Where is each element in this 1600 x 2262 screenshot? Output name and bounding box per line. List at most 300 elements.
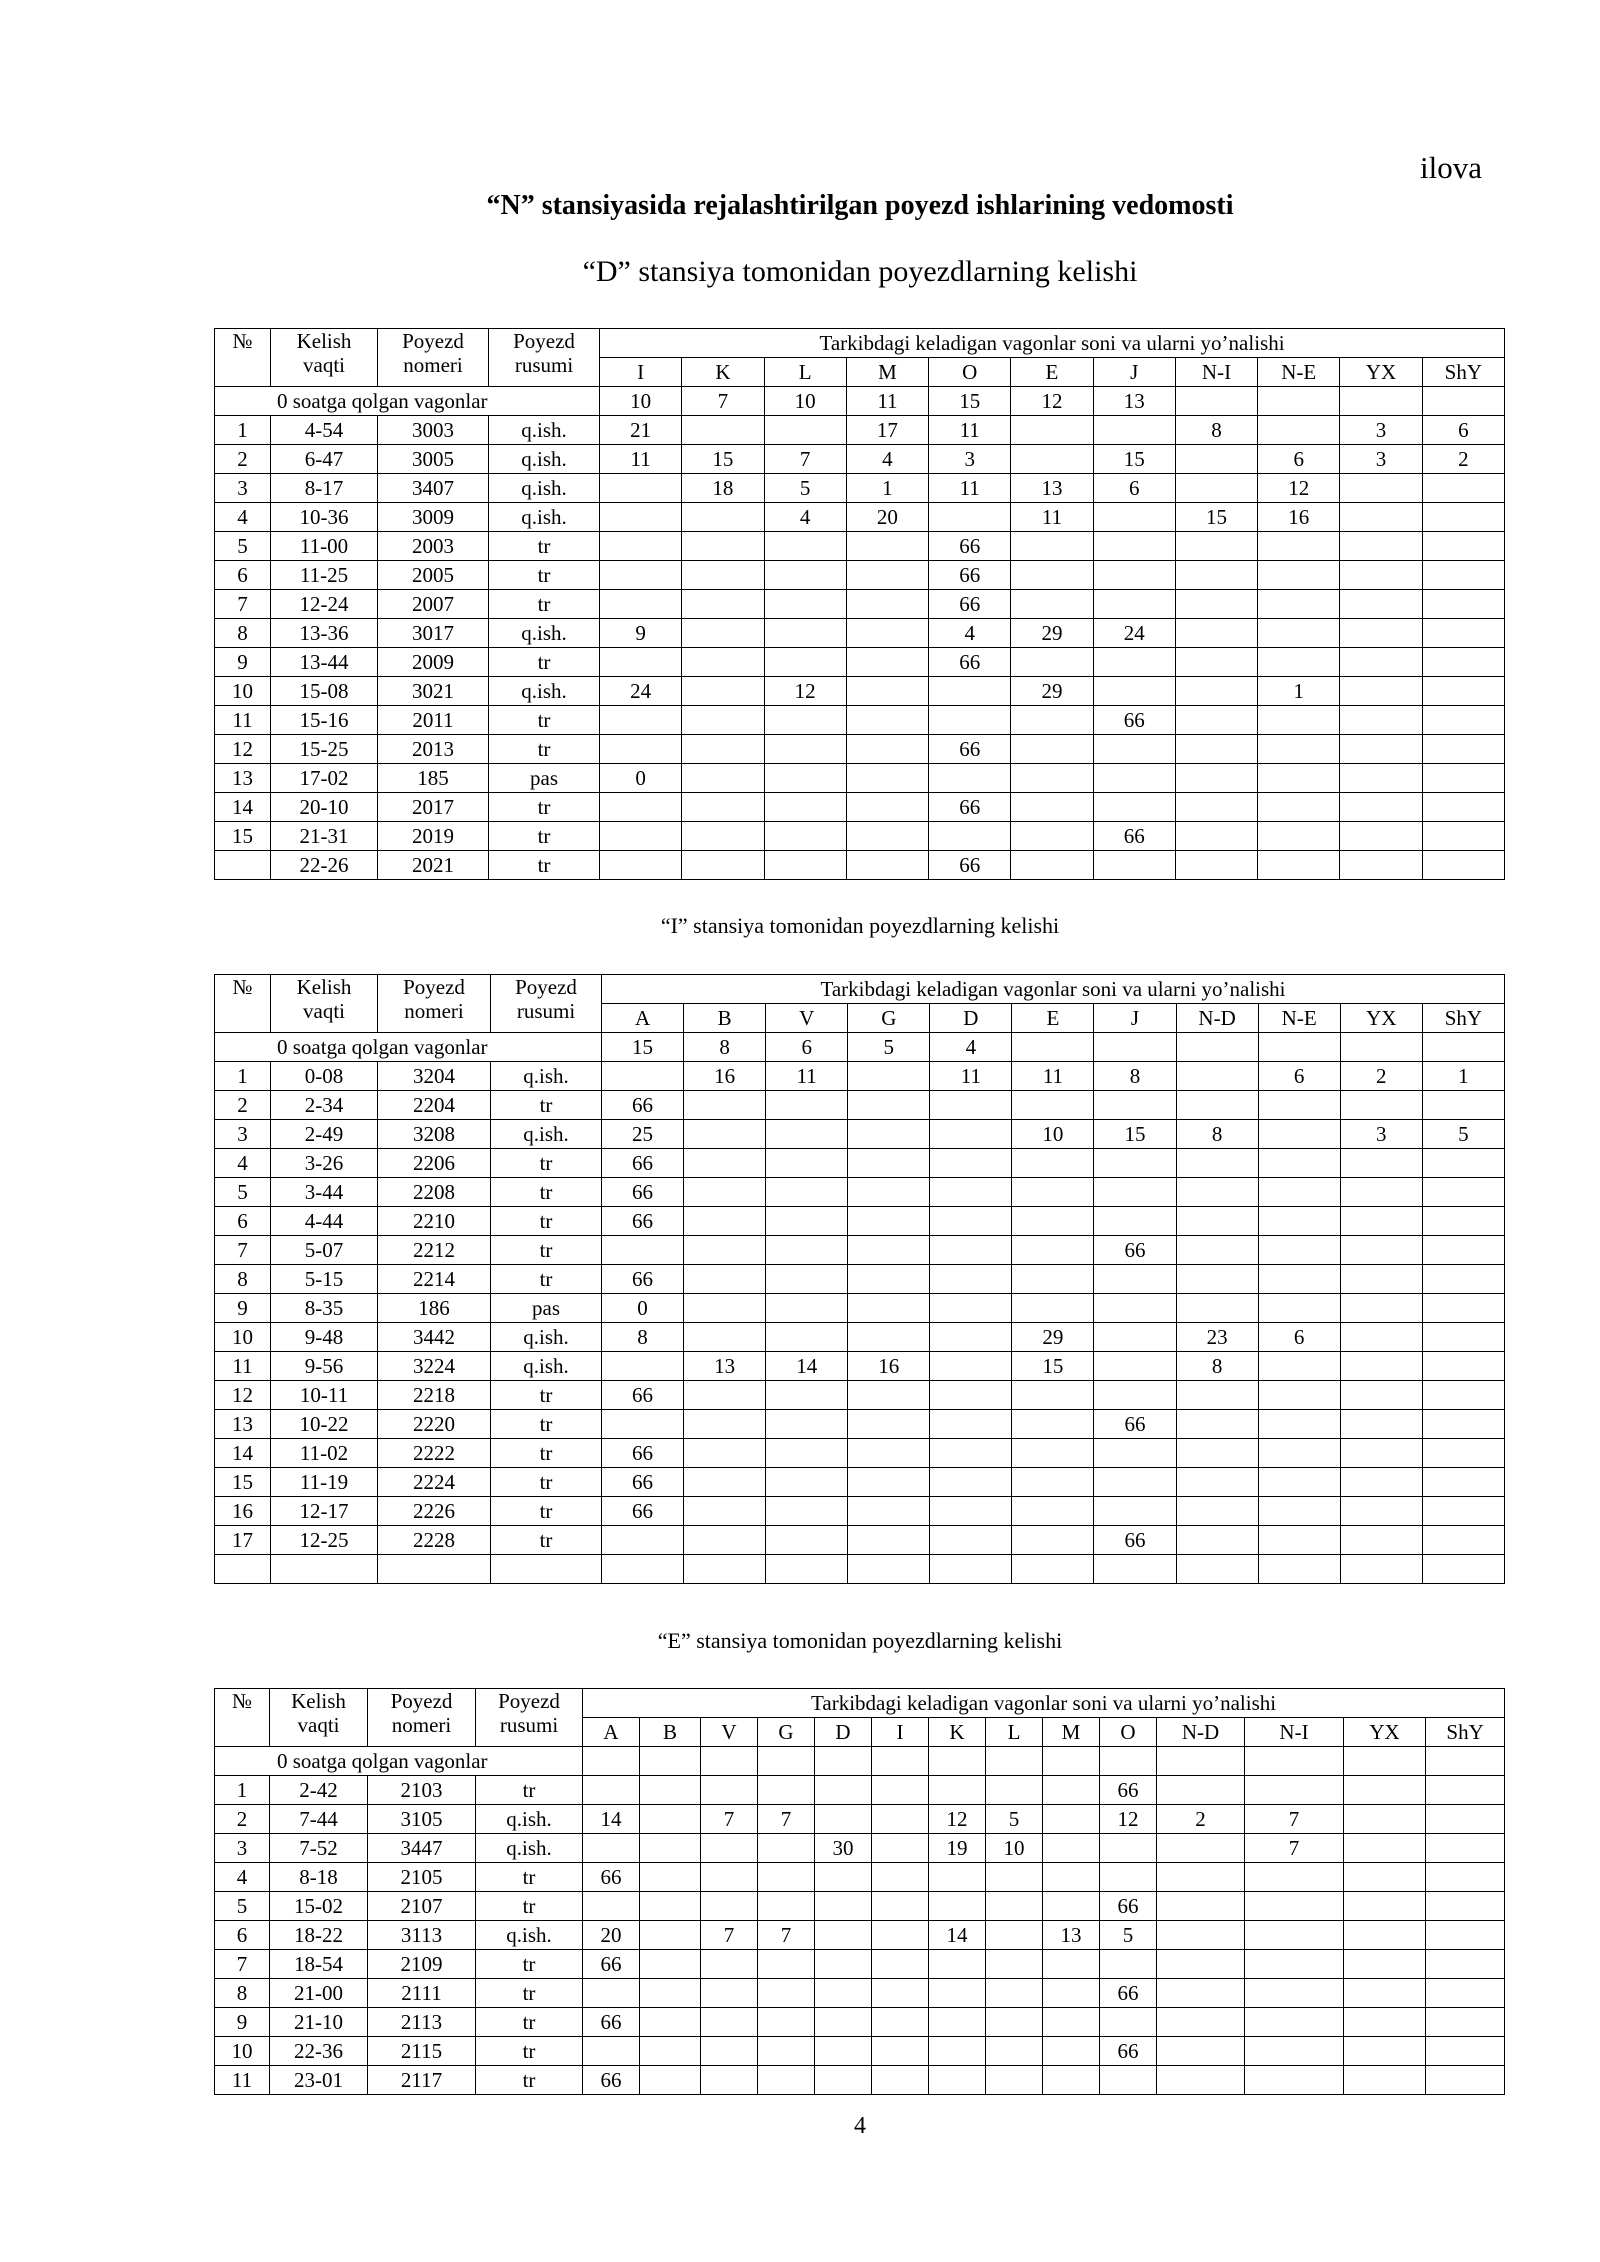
direction-header: B — [640, 1718, 701, 1747]
direction-header: YX — [1344, 1718, 1426, 1747]
arrival-time: 15-16 — [271, 706, 378, 735]
wagon-count — [1011, 822, 1093, 851]
wagon-count: 66 — [583, 1950, 640, 1979]
wagon-count — [815, 2066, 872, 2095]
wagon-count — [766, 1149, 848, 1178]
wagon-count — [1340, 1236, 1422, 1265]
train-number: 2224 — [378, 1468, 491, 1497]
wagon-count — [682, 648, 764, 677]
wagon-count — [1422, 1294, 1504, 1323]
train-number: 3021 — [378, 677, 489, 706]
wagon-count: 6 — [1258, 1062, 1340, 1091]
carried-over-value: 5 — [848, 1033, 930, 1062]
train-number: 2228 — [378, 1526, 491, 1555]
wagon-count — [815, 1805, 872, 1834]
wagon-count — [1175, 474, 1257, 503]
carried-over-value: 7 — [682, 387, 764, 416]
wagon-count — [1344, 2008, 1426, 2037]
row-number: 2 — [215, 445, 271, 474]
wagon-count: 5 — [1100, 1921, 1157, 1950]
direction-header: N-E — [1258, 1004, 1340, 1033]
row-number: 8 — [215, 619, 271, 648]
wagon-count — [1157, 1863, 1245, 1892]
poyezd-nomeri-header-text: Poyezd nomeri — [402, 329, 464, 377]
wagon-count — [1344, 1776, 1426, 1805]
wagon-count: 66 — [602, 1439, 684, 1468]
direction-header: N-I — [1245, 1718, 1344, 1747]
wagon-count — [1176, 1555, 1258, 1584]
wagon-count — [583, 1979, 640, 2008]
train-number: 3208 — [378, 1120, 491, 1149]
arrival-time: 15-02 — [270, 1892, 368, 1921]
wagon-count: 7 — [1245, 1834, 1344, 1863]
wagon-count: 66 — [1094, 1410, 1176, 1439]
row-number: 9 — [215, 648, 271, 677]
train-type: tr — [489, 561, 600, 590]
wagon-count — [640, 1805, 701, 1834]
wagon-count — [1043, 2008, 1100, 2037]
wagon-count — [1422, 1497, 1504, 1526]
wagon-count — [848, 1207, 930, 1236]
wagon-count — [1093, 416, 1175, 445]
wagon-count: 6 — [1422, 416, 1504, 445]
wagon-count — [766, 1120, 848, 1149]
train-number: 2220 — [378, 1410, 491, 1439]
wagon-count — [684, 1149, 766, 1178]
wagon-count — [929, 1979, 986, 2008]
row-number: 2 — [215, 1091, 271, 1120]
carried-over-value — [1157, 1747, 1245, 1776]
direction-header: J — [1093, 358, 1175, 387]
wagon-count — [929, 822, 1011, 851]
wagon-count — [684, 1323, 766, 1352]
wagon-count — [930, 1468, 1012, 1497]
wagon-count — [1340, 619, 1422, 648]
wagon-count — [846, 619, 928, 648]
row-number: 6 — [215, 561, 271, 590]
train-number: 2113 — [368, 2008, 476, 2037]
wagon-count: 66 — [929, 735, 1011, 764]
table-row — [215, 822, 1505, 851]
wagon-count — [764, 822, 846, 851]
arrival-time: 9-56 — [271, 1352, 378, 1381]
wagon-count — [848, 1323, 930, 1352]
carried-over-value — [1258, 1033, 1340, 1062]
table-row — [215, 1178, 1505, 1207]
direction-header: I — [600, 358, 682, 387]
wagon-count — [930, 1207, 1012, 1236]
wagon-count — [930, 1381, 1012, 1410]
wagon-count — [758, 1834, 815, 1863]
poyezd-rusumi-header-text: Poyezd rusumi — [498, 1689, 560, 1737]
wagon-count — [930, 1091, 1012, 1120]
arrival-time: 18-54 — [270, 1950, 368, 1979]
wagon-count — [1093, 764, 1175, 793]
wagon-count — [602, 1410, 684, 1439]
wagon-count: 0 — [602, 1294, 684, 1323]
wagon-count: 13 — [684, 1352, 766, 1381]
wagon-count — [1157, 2037, 1245, 2066]
wagon-count — [1340, 1439, 1422, 1468]
table-row — [215, 590, 1505, 619]
wagon-count — [766, 1381, 848, 1410]
wagon-count — [1175, 706, 1257, 735]
wagon-count — [682, 851, 764, 880]
train-type: q.ish. — [491, 1352, 602, 1381]
row-number: 7 — [215, 590, 271, 619]
wagon-count — [815, 1892, 872, 1921]
arrival-time: 9-48 — [271, 1323, 378, 1352]
wagon-count — [1157, 1892, 1245, 1921]
wagon-count — [872, 1979, 929, 2008]
wagon-count — [640, 2066, 701, 2095]
train-type: tr — [491, 1178, 602, 1207]
wagon-count — [1422, 619, 1504, 648]
table-row — [215, 1410, 1505, 1439]
wagon-count — [1012, 1149, 1094, 1178]
wagon-count — [1422, 503, 1504, 532]
wagon-count — [1422, 706, 1504, 735]
wagon-count — [682, 677, 764, 706]
wagon-count — [929, 1863, 986, 1892]
table-row — [215, 735, 1505, 764]
wagon-count — [764, 648, 846, 677]
wagon-count: 20 — [583, 1921, 640, 1950]
carried-over-value — [872, 1747, 929, 1776]
wagon-count — [1344, 1834, 1426, 1863]
wagon-count — [1094, 1497, 1176, 1526]
wagon-count — [872, 1950, 929, 1979]
wagon-count — [1340, 1265, 1422, 1294]
wagon-count — [1175, 445, 1257, 474]
wagon-count — [1422, 1526, 1504, 1555]
wagon-count — [930, 1526, 1012, 1555]
wagon-count: 29 — [1011, 619, 1093, 648]
row-number: 15 — [215, 1468, 271, 1497]
table-row — [215, 1323, 1505, 1352]
wagon-count — [701, 2066, 758, 2095]
no-header — [215, 1689, 270, 1747]
carried-over-value — [1422, 387, 1504, 416]
wagon-count — [684, 1381, 766, 1410]
wagon-count — [1176, 1497, 1258, 1526]
wagon-count — [1176, 1294, 1258, 1323]
wagon-count — [1340, 677, 1422, 706]
wagon-count — [1340, 735, 1422, 764]
wagon-count — [815, 1921, 872, 1950]
wagon-count — [1426, 2037, 1505, 2066]
wagon-count: 24 — [600, 677, 682, 706]
poyezd-rusumi-header — [489, 329, 600, 387]
wagon-count: 8 — [1094, 1062, 1176, 1091]
wagon-count: 66 — [602, 1149, 684, 1178]
arrival-time: 21-00 — [270, 1979, 368, 2008]
wagon-count: 1 — [1422, 1062, 1504, 1091]
wagon-count — [682, 503, 764, 532]
wagon-count — [640, 1979, 701, 2008]
wagon-count: 29 — [1012, 1323, 1094, 1352]
wagon-count — [682, 416, 764, 445]
wagon-count — [766, 1439, 848, 1468]
wagon-count — [1258, 532, 1340, 561]
train-type: tr — [491, 1091, 602, 1120]
wagon-count — [930, 1439, 1012, 1468]
train-type: tr — [491, 1526, 602, 1555]
wagon-count — [1258, 561, 1340, 590]
train-type: q.ish. — [489, 445, 600, 474]
train-number: 3105 — [368, 1805, 476, 1834]
wagon-count — [1258, 822, 1340, 851]
wagon-count — [1344, 1805, 1426, 1834]
wagon-count — [1175, 793, 1257, 822]
table-1-caption: “D” stansiya tomonidan poyezdlarning kelishi — [582, 255, 1138, 288]
wagon-count — [1011, 532, 1093, 561]
arrival-time: 22-36 — [270, 2037, 368, 2066]
wagon-count: 15 — [1093, 445, 1175, 474]
wagon-count — [1157, 2008, 1245, 2037]
wagon-count — [929, 677, 1011, 706]
arrival-time — [271, 1555, 378, 1584]
wagon-count: 7 — [758, 1805, 815, 1834]
row-number — [215, 851, 271, 880]
row-number: 9 — [215, 1294, 271, 1323]
wagon-count — [1422, 1468, 1504, 1497]
wagon-count — [1245, 2037, 1344, 2066]
direction-header: O — [929, 358, 1011, 387]
wagon-count — [1258, 1352, 1340, 1381]
wagon-count — [1012, 1265, 1094, 1294]
train-type: q.ish. — [489, 416, 600, 445]
document-title: “N” stansiyasida rejalashtirilgan poyezd ishlarining vedomosti — [486, 190, 1234, 221]
carried-over-value — [1340, 387, 1422, 416]
carried-over-value: 8 — [684, 1033, 766, 1062]
wagon-count: 0 — [600, 764, 682, 793]
direction-header: V — [701, 1718, 758, 1747]
wagon-count — [986, 2066, 1043, 2095]
arrival-time: 23-01 — [270, 2066, 368, 2095]
wagon-count — [1012, 1497, 1094, 1526]
wagon-count: 29 — [1011, 677, 1093, 706]
wagon-count — [1258, 1555, 1340, 1584]
wagon-count — [758, 1863, 815, 1892]
table-row — [215, 1776, 1505, 1805]
wagon-directions-group-header: Tarkibdagi keladigan vagonlar soni va ularni yo’nalishi — [583, 1689, 1505, 1718]
wagon-count — [872, 1921, 929, 1950]
wagon-count — [1258, 1091, 1340, 1120]
wagon-count: 9 — [600, 619, 682, 648]
row-number: 13 — [215, 764, 271, 793]
wagon-count: 66 — [583, 1863, 640, 1892]
train-type: tr — [489, 793, 600, 822]
wagon-count: 66 — [602, 1207, 684, 1236]
wagon-count: 6 — [1258, 1323, 1340, 1352]
wagon-count: 15 — [1175, 503, 1257, 532]
wagon-count — [1094, 1149, 1176, 1178]
wagon-count — [1258, 1236, 1340, 1265]
wagon-count — [682, 822, 764, 851]
wagon-count — [1245, 1921, 1344, 1950]
wagon-count — [1422, 1236, 1504, 1265]
direction-header: ShY — [1426, 1718, 1505, 1747]
table-row — [215, 1526, 1505, 1555]
wagon-count — [846, 851, 928, 880]
train-type: tr — [491, 1497, 602, 1526]
wagon-count — [1426, 1805, 1505, 1834]
wagon-count: 2 — [1422, 445, 1504, 474]
wagon-count — [701, 1776, 758, 1805]
wagon-count — [1157, 1776, 1245, 1805]
wagon-count: 12 — [1258, 474, 1340, 503]
wagon-count — [846, 764, 928, 793]
wagon-count — [1245, 2066, 1344, 2095]
wagon-count — [1422, 677, 1504, 706]
train-number: 185 — [378, 764, 489, 793]
wagon-count — [929, 2008, 986, 2037]
wagon-count — [640, 1863, 701, 1892]
arrival-time: 4-54 — [271, 416, 378, 445]
wagon-count — [766, 1294, 848, 1323]
wagon-count — [929, 706, 1011, 735]
wagon-count — [600, 793, 682, 822]
wagon-count — [1012, 1410, 1094, 1439]
wagon-count — [600, 822, 682, 851]
wagon-count — [682, 561, 764, 590]
poyezd-rusumi-header — [476, 1689, 583, 1747]
wagon-count — [684, 1468, 766, 1497]
wagon-count — [583, 1892, 640, 1921]
wagon-count — [1100, 1863, 1157, 1892]
table-row — [215, 1921, 1505, 1950]
wagon-count — [1176, 1265, 1258, 1294]
wagon-count — [640, 1921, 701, 1950]
arrival-time: 13-44 — [271, 648, 378, 677]
train-number: 3017 — [378, 619, 489, 648]
train-number: 2107 — [368, 1892, 476, 1921]
wagon-count — [1258, 1178, 1340, 1207]
wagon-count: 18 — [682, 474, 764, 503]
direction-header: YX — [1340, 1004, 1422, 1033]
wagon-count — [1012, 1468, 1094, 1497]
table-row — [215, 793, 1505, 822]
wagon-count — [1157, 2066, 1245, 2095]
train-number: 3224 — [378, 1352, 491, 1381]
table-row — [215, 1555, 1505, 1584]
wagon-count — [684, 1265, 766, 1294]
row-number: 1 — [215, 1062, 271, 1091]
table-row — [215, 561, 1505, 590]
wagon-count — [1422, 851, 1504, 880]
arrival-time: 5-07 — [271, 1236, 378, 1265]
wagon-count — [1422, 1091, 1504, 1120]
no-header-text: № — [232, 975, 253, 999]
table-row — [215, 445, 1505, 474]
poyezd-rusumi-header-text: Poyezd rusumi — [515, 975, 577, 1023]
wagon-count — [764, 793, 846, 822]
wagon-count — [1094, 1294, 1176, 1323]
wagon-count — [1344, 2066, 1426, 2095]
row-number — [215, 1555, 271, 1584]
arrival-time: 21-10 — [270, 2008, 368, 2037]
train-type: tr — [491, 1439, 602, 1468]
wagon-count: 66 — [1100, 1979, 1157, 2008]
row-number: 12 — [215, 1381, 271, 1410]
wagon-count: 24 — [1093, 619, 1175, 648]
wagon-count — [1340, 793, 1422, 822]
wagon-count — [1344, 1979, 1426, 2008]
wagon-count — [1258, 1207, 1340, 1236]
wagon-count — [930, 1497, 1012, 1526]
poyezd-rusumi-header — [491, 975, 602, 1033]
arrival-time: 13-36 — [271, 619, 378, 648]
wagon-count — [1340, 822, 1422, 851]
wagon-count: 66 — [602, 1381, 684, 1410]
train-type: tr — [491, 1381, 602, 1410]
train-number: 3447 — [368, 1834, 476, 1863]
wagon-count — [1258, 1381, 1340, 1410]
row-number: 11 — [215, 2066, 270, 2095]
wagon-count — [986, 2037, 1043, 2066]
row-number: 6 — [215, 1207, 271, 1236]
wagon-count — [1426, 1921, 1505, 1950]
carried-over-value — [1340, 1033, 1422, 1062]
wagon-count — [848, 1497, 930, 1526]
wagon-count — [758, 1776, 815, 1805]
train-type: tr — [476, 1979, 583, 2008]
wagon-count: 16 — [684, 1062, 766, 1091]
wagon-count: 13 — [1043, 1921, 1100, 1950]
arrival-time: 7-44 — [270, 1805, 368, 1834]
direction-header: L — [764, 358, 846, 387]
train-type: tr — [489, 735, 600, 764]
wagon-count — [929, 764, 1011, 793]
wagon-count: 15 — [682, 445, 764, 474]
train-type: tr — [476, 2008, 583, 2037]
train-type: tr — [489, 851, 600, 880]
wagon-count: 8 — [1176, 1352, 1258, 1381]
train-type: q.ish. — [491, 1323, 602, 1352]
direction-header: N-D — [1157, 1718, 1245, 1747]
wagon-count — [1340, 1497, 1422, 1526]
wagon-count — [872, 1805, 929, 1834]
direction-header: N-D — [1176, 1004, 1258, 1033]
wagon-count — [1011, 648, 1093, 677]
wagon-count — [602, 1526, 684, 1555]
wagon-count: 21 — [600, 416, 682, 445]
train-number: 2013 — [378, 735, 489, 764]
row-number: 14 — [215, 793, 271, 822]
wagon-count: 66 — [929, 851, 1011, 880]
wagon-count — [766, 1323, 848, 1352]
wagon-count — [1093, 561, 1175, 590]
kelish-vaqti-header — [271, 975, 378, 1033]
wagon-count — [930, 1149, 1012, 1178]
wagon-count: 66 — [602, 1468, 684, 1497]
train-number: 3009 — [378, 503, 489, 532]
wagon-count — [1422, 590, 1504, 619]
wagon-count — [1422, 1410, 1504, 1439]
wagon-count — [1426, 2008, 1505, 2037]
wagon-count — [682, 590, 764, 619]
wagon-count: 7 — [701, 1921, 758, 1950]
wagon-count: 6 — [1093, 474, 1175, 503]
train-type: tr — [489, 822, 600, 851]
table-row — [215, 1805, 1505, 1834]
wagon-count — [1258, 416, 1340, 445]
table-row — [215, 1439, 1505, 1468]
wagon-count — [600, 851, 682, 880]
wagon-count — [1422, 1352, 1504, 1381]
table-row — [215, 619, 1505, 648]
